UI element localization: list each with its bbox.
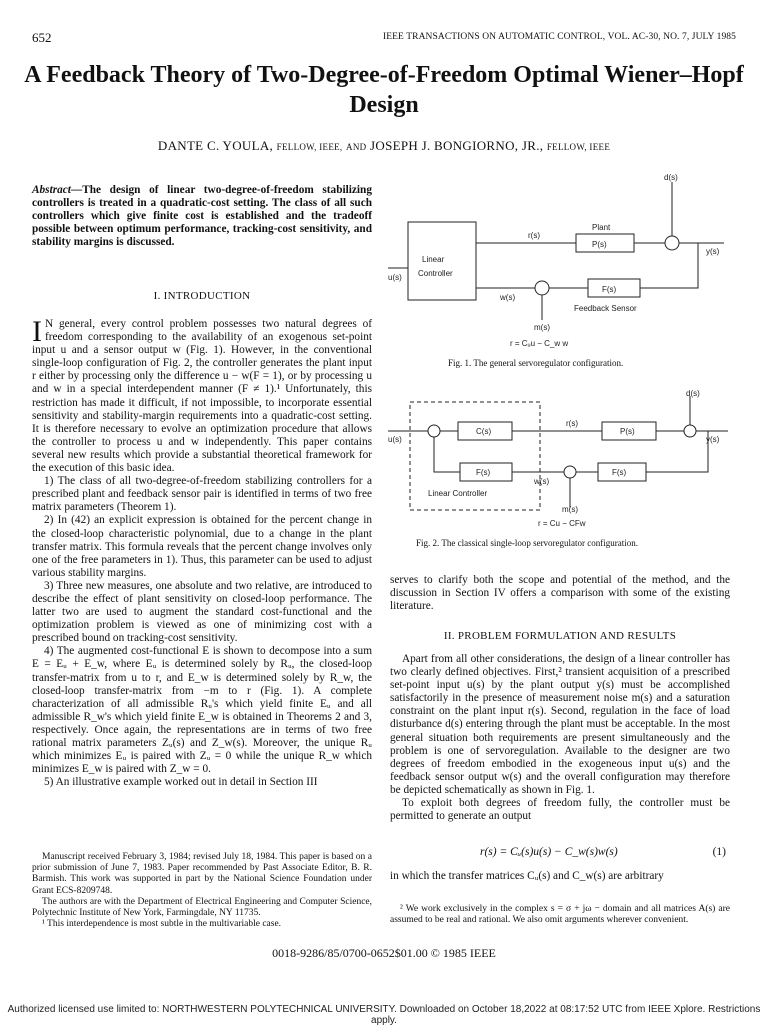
fig1-controller-label-2: Controller <box>418 269 453 278</box>
fig1-r-label: r(s) <box>528 231 540 240</box>
fig2-u-label: u(s) <box>388 435 402 444</box>
intro-item-4: 4) The augmented cost-functional E is shown to decompose into a sum E = Eᵤ + E_w, where Eᵤ is determined solely by Rᵤ, the closed-loop transfer-matrix from u to r, and E_w is determined solely by R_w, the closed-loop transfer-matrix from −m to r (Fig. 1). A complete characterization of all admissible Rᵤ's which yield finite Eᵤ and all admissible R_w's which yield finite E_w is obtained in Theorems 2 and 3, respectively. Once again, the representations are in terms of two free rational matrix parameters Zᵤ(s) and Z_w(s). Moreover, the unique Rᵤ which minimizes Eᵤ is paired with Zᵤ = 0 while the unique R_w which minimizes E_w is paired with Z_w = 0. <box>32 645 372 776</box>
fig1-disturbance-label: d(s) <box>664 173 678 182</box>
fig2-sum-disturbance <box>684 425 696 437</box>
author-and: AND <box>346 142 367 152</box>
fig1-u-label: u(s) <box>388 273 402 282</box>
fig1-w-label: w(s) <box>500 293 516 302</box>
download-notice: Authorized licensed use limited to: NORTHWESTERN POLYTECHNICAL UNIVERSITY. Downloaded on October 18,2022 at 08:17:52 UTC from IEEE Xplore. Restrictions apply. <box>7 1004 761 1026</box>
author-2-title: FELLOW, IEEE <box>546 142 611 152</box>
fig2-equation: r = Cu − CFw <box>538 519 586 528</box>
fig1-p-block-label: P(s) <box>592 240 607 249</box>
paper-title: A Feedback Theory of Two-Degree-of-Freedom Optimal Wiener–Hopf Design <box>24 62 744 118</box>
right-column-intro-end <box>390 574 730 613</box>
intro-item-5: 5) An illustrative example worked out in detail in Section III <box>44 776 318 789</box>
section-2-paragraph-1: Apart from all other considerations, the design of a linear controller has two clearly defined objectives. First,² transient acquisition of a prescribed set-point input u(s) by the plant output y(s) must be accomplished satisfactorily in the presence of measurement noise m(s) and a saturation constraint on the plant input r(s). Second, regulation in the face of load disturbance d(s) entering through the plant must be acceptable. In the most general situation both requirements are present simultaneously and the problem is one of servoregulation. Available to the designer are two degrees of freedom embodied in the exogeneous input u(s) and the feedback sensor output w(s) and the overall configuration may therefore be depicted schematically as shown in Fig. 1. <box>390 653 730 796</box>
running-header <box>32 30 736 46</box>
footnote-2: ² We work exclusively in the complex s = σ + jω − domain and all matrices A(s) are assumed to be real and rational. We also omit arguments wherever convenient. <box>390 904 730 926</box>
fig1-y-label: y(s) <box>706 247 720 256</box>
fig2-sum-noise <box>564 466 576 478</box>
section-2-heading: II. PROBLEM FORMULATION AND RESULTS <box>443 630 677 642</box>
right-paragraph-1: serves to clarify both the scope and potential of the method, and the discussion in Section IV offers a comparison with some of the existing literature. <box>390 574 730 613</box>
figure-2-diagram <box>388 388 734 554</box>
fig1-sensor-label: Feedback Sensor <box>574 304 637 313</box>
section-1-heading: I. INTRODUCTION <box>153 290 251 302</box>
journal-name: IEEE TRANSACTIONS ON AUTOMATIC CONTROL, VOL. AC-30, NO. 7, JULY 1985 <box>382 32 736 42</box>
introduction-body <box>32 315 372 789</box>
section-2-paragraph-2: To exploit both degrees of freedom fully, the controller must be permitted to generate an output <box>390 797 730 823</box>
fig2-f-label: F(s) <box>476 468 491 477</box>
fig1-caption: Fig. 1. The general servoregulator configuration. <box>448 358 624 368</box>
author-2-name: JOSEPH J. BONGIORNO, JR., <box>370 138 544 153</box>
sum-junction-feedback <box>535 281 549 295</box>
footnote-1: ¹ This interdependence is most subtle in the multivariable case. <box>42 919 282 930</box>
intro-item-2: 2) In (42) an explicit expression is obtained for the percent change in the closed-loop characteristic polynomial, due to a change in the plant transfer matrix. This formula reveals that the percent change involves only one of the free parameters in 1). Thus, this parameter can be used to adjust various stability margins. <box>32 514 372 579</box>
fig1-f-block-label: F(s) <box>602 285 617 294</box>
abstract-label: Abstract— <box>32 184 83 196</box>
equation-1-body: r(s) = Cᵤ(s)u(s) − C_w(s)w(s) <box>480 846 618 858</box>
drop-cap: I <box>32 315 42 348</box>
copyright-line: 0018-9286/85/0700-0652$01.00 © 1985 IEEE <box>272 946 496 960</box>
abstract <box>32 184 372 249</box>
author-1-name: DANTE C. YOULA, <box>157 138 274 153</box>
fig2-y-label: y(s) <box>706 435 720 444</box>
fig2-c-label: C(s) <box>476 427 492 436</box>
fig1-controller-label-1: Linear <box>422 255 445 264</box>
section-2-body <box>390 653 730 823</box>
fig2-w-label: w(s) <box>534 477 550 486</box>
fig2-m-label: m(s) <box>562 505 578 514</box>
author-1-title: FELLOW, IEEE, <box>276 142 343 152</box>
intro-item-3: 3) Three new measures, one absolute and two relative, are introduced to describe the effect of plant sensitivity on closed-loop performance. The latter two are used to augment the standard cost-functional and the optimization problem is viewed as one of minimizing cost with a prescribed bound on tracking-cost sensitivity. <box>32 579 372 645</box>
text-after-equation: in which the transfer matrices Cᵤ(s) and C_w(s) are arbitrary <box>390 870 664 882</box>
page-number: 652 <box>32 30 52 45</box>
intro-item-1: 1) The class of all two-degree-of-freedom stabilizing controllers for a prescribed plant and feedback sensor pair is identified in terms of two free matrix parameters (Theorem 1). <box>32 475 372 514</box>
fig2-p-label: P(s) <box>620 427 635 436</box>
fig2-controller-label: Linear Controller <box>428 489 488 498</box>
manuscript-note: Manuscript received February 3, 1984; revised July 18, 1984. This paper is based on a prior submission of June 7, 1983. Paper recommended by Past Associate Editor, B. R. Barmish. This work was supported in part by the National Science Foundation under Grant ECS-8209748. <box>32 852 372 896</box>
fig1-m-label: m(s) <box>534 323 550 332</box>
abstract-text: The design of linear two-degree-of-freedom stabilizing controllers is treated in a quadratic-cost setting. The class of all such controllers which give finite cost is established and the tradeoff possible between optimum performance, tracking-cost sensitivity, and stability margins is discussed. <box>32 184 372 249</box>
right-footnotes <box>390 904 730 926</box>
left-footnotes <box>32 852 372 930</box>
intro-paragraph-1: I N general, every control problem possesses two natural degrees of freedom corresponding to the availability of an exogenous set-point input u and a sensor output w (Fig. 1). However, in the conventional single-loop configuration of Fig. 2, the controller generates the plant input r either by processing only the difference u − w(F = 1), or by processing u and w in a special interdependent manner (F ≠ 1).¹ Unfortunately, this restriction has made it difficult, if not impossible, to incorporate essential sensitivity and stability-margin requirements into a quadratic-cost setting. It is therefore necessary to evolve an optimization procedure that allows the controller to process u and w independently. This paper contains several new results which provide a substantial theoretical framework for the execution of this basic idea. <box>32 315 372 475</box>
affiliation-note: The authors are with the Department of Electrical Engineering and Computer Science, Polytechnic Institute of New York, Farmingdale, NY 11735. <box>32 896 372 919</box>
fig1-equation: r = Cᵤu − C_w w <box>510 339 569 348</box>
figure-1-diagram <box>388 170 734 370</box>
fig2-disturbance-label: d(s) <box>686 389 700 398</box>
fig2-r-label: r(s) <box>566 419 578 428</box>
sum-junction-output <box>665 236 679 250</box>
fig2-fb-label: F(s) <box>612 468 627 477</box>
fig2-sum-input <box>428 425 440 437</box>
author-line <box>20 138 748 154</box>
fig2-caption: Fig. 2. The classical single-loop servoregulator configuration. <box>416 538 639 548</box>
fig1-plant-label: Plant <box>592 223 611 232</box>
equation-1-number: (1) <box>712 846 726 858</box>
